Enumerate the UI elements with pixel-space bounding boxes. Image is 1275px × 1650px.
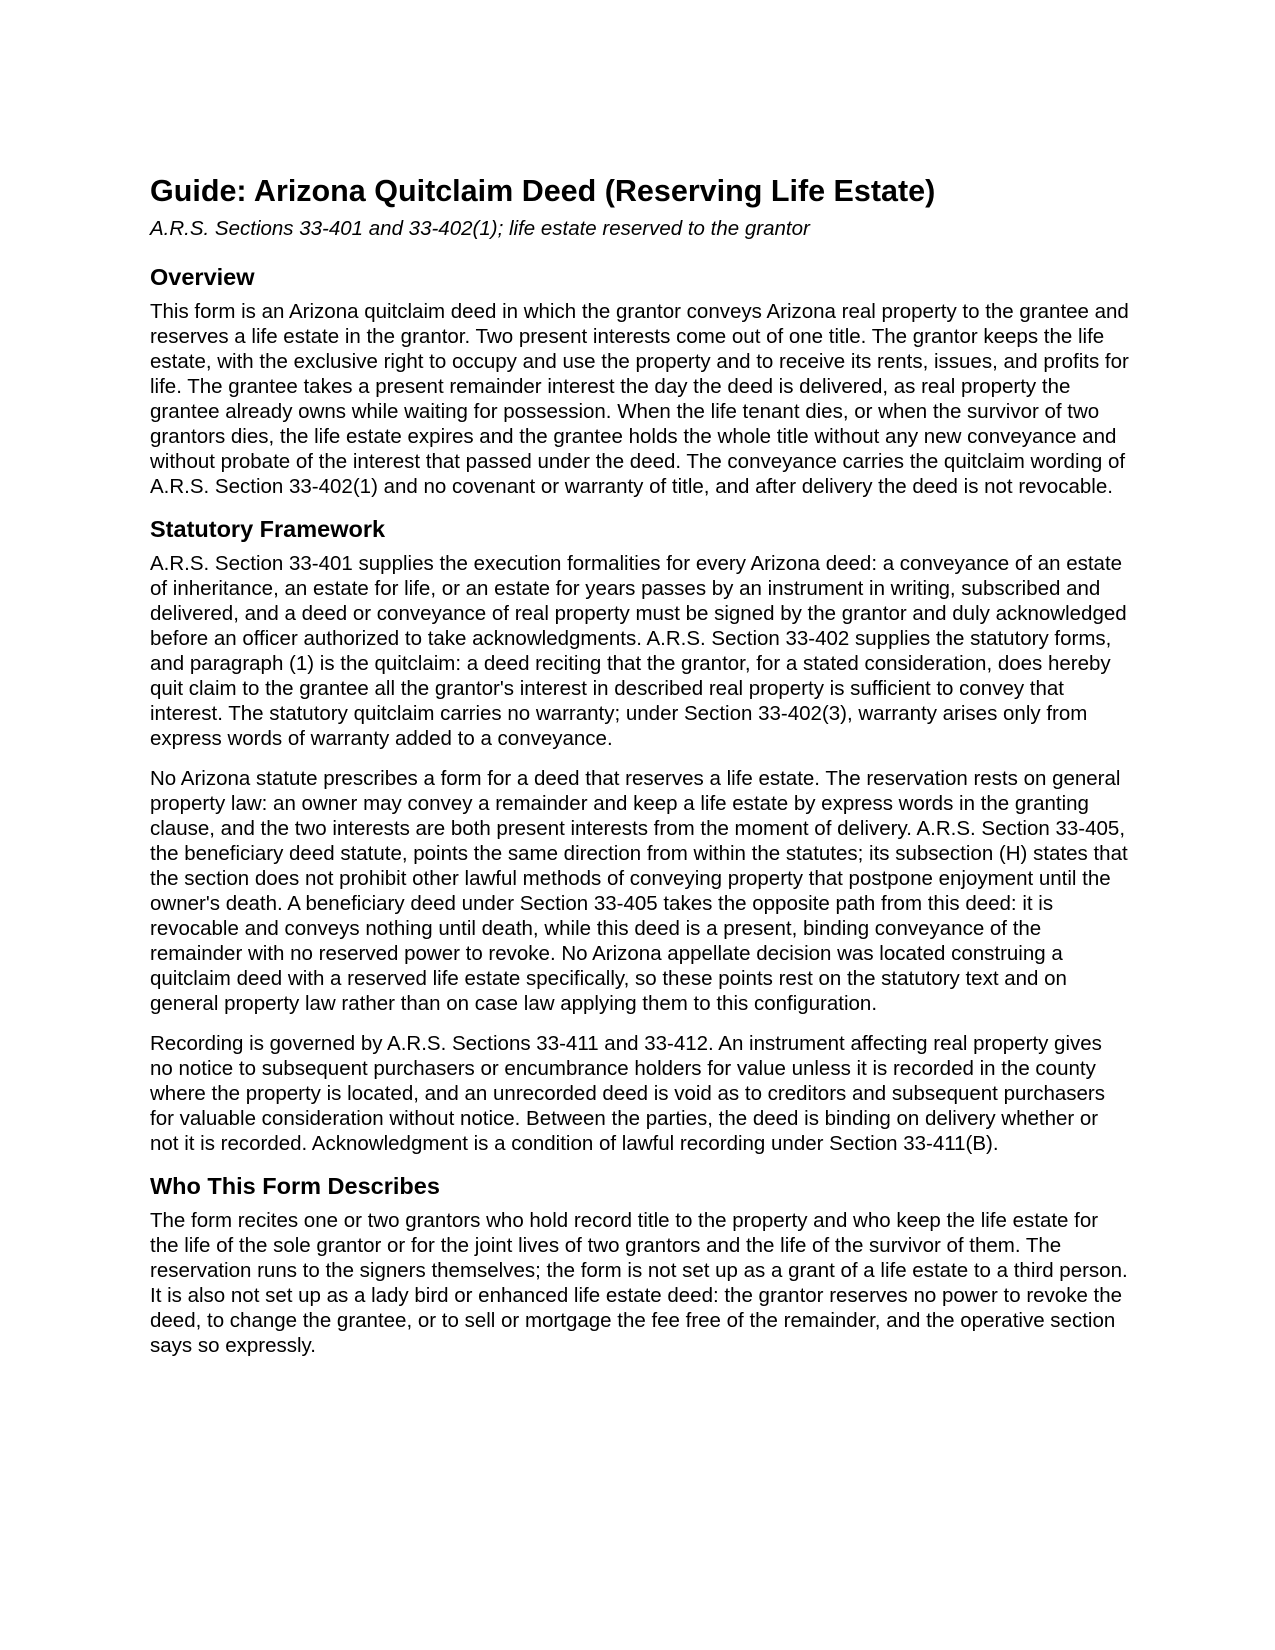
paragraph: A.R.S. Section 33-401 supplies the execution formalities for every Arizona deed: a conveyance of an estate of inheritance, an estate for life, or an estate for years passes by an instrument in writing, subscribed and delivered, and a deed or conveyance of real property must be signed by the grantor and duly acknowledged before an officer authorized to take acknowledgments. A.R.S. Section 33-402 supplies the statutory forms, and paragraph (1) is the quitclaim: a deed reciting that the grantor, for a stated consideration, does hereby quit claim to the grantee all the grantor's interest in described real property is sufficient to convey that interest. The statutory quitclaim carries no warranty; under Section 33-402(3), warranty arises only from express words of warranty added to a conveyance. [150,552,1127,750]
document-page [150,172,1130,1373]
section-who-this-form-describes [150,1171,1130,1358]
section-statutory-framework [150,514,1130,1156]
paragraph: Recording is governed by A.R.S. Sections 33-411 and 33-412. An instrument affecting real property gives no notice to subsequent purchasers or encumbrance holders for value unless it is recorded in the county where the property is located, and an unrecorded deed is void as to creditors and subsequent purchasers for valuable consideration without notice. Between the parties, the deed is binding on delivery whether or not it is recorded. Acknowledgment is a condition of lawful recording under Section 33-411(B). [150,1032,1105,1155]
section-heading: Statutory Framework [150,516,386,542]
section-heading: Overview [150,264,255,290]
paragraph: This form is an Arizona quitclaim deed in which the grantor conveys Arizona real property to the grantee and reserves a life estate in the grantor. Two present interests come out of one title. The grantor keeps the life estate, with the exclusive right to occupy and use the property and to receive its rents, issues, and profits for life. The grantee takes a present remainder interest the day the deed is delivered, as real property the grantee already owns while waiting for possession. When the life tenant dies, or when the survivor of two grantors dies, the life estate expires and the grantee holds the whole title without any new conveyance and without probate of the interest that passed under the deed. The conveyance carries the quitclaim wording of A.R.S. Section 33-402(1) and no covenant or warranty of title, and after delivery the deed is not revocable. [150,300,1129,498]
section-overview [150,262,1130,499]
document-title: Guide: Arizona Quitclaim Deed (Reserving Life Estate) [150,174,936,208]
section-heading: Who This Form Describes [150,1173,440,1199]
document-subtitle: A.R.S. Sections 33-401 and 33-402(1); life estate reserved to the grantor [150,217,810,240]
paragraph: No Arizona statute prescribes a form for a deed that reserves a life estate. The reservation rests on general property law: an owner may convey a remainder and keep a life estate by express words in the granting clause, and the two interests are both present interests from the moment of delivery. A.R.S. Section 33-405, the beneficiary deed statute, points the same direction from within the statutes; its subsection (H) states that the section does not prohibit other lawful methods of conveying property that postpone enjoyment until the owner's death. A beneficiary deed under Section 33-405 takes the opposite path from this deed: it is revocable and conveys nothing until death, while this deed is a present, binding conveyance of the remainder with no reserved power to revoke. No Arizona appellate decision was located construing a quitclaim deed with a reserved life estate specifically, so these points rest on the statutory text and on general property law rather than on case law applying them to this configuration. [150,767,1128,1015]
paragraph: The form recites one or two grantors who hold record title to the property and who keep the life estate for the life of the sole grantor or for the joint lives of two grantors and the life of the survivor of them. The reservation runs to the signers themselves; the form is not set up as a grant of a life estate to a third person. It is also not set up as a lady bird or enhanced life estate deed: the grantor reserves no power to revoke the deed, to change the grantee, or to sell or mortgage the fee free of the remainder, and the operative section says so expressly. [150,1209,1128,1357]
